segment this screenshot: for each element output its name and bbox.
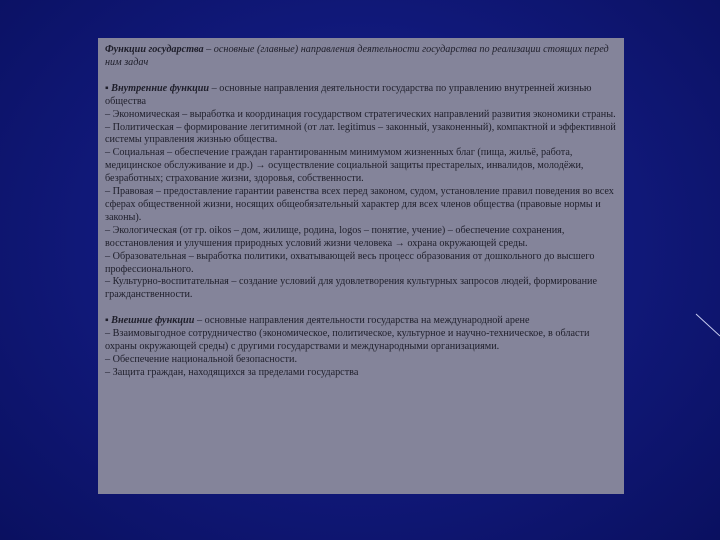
slide-text-panel	[98, 38, 624, 494]
slide-title	[105, 44, 617, 70]
internal-functions-label: Внутренние функции	[111, 82, 210, 94]
external-functions-label: Внешние функции	[111, 315, 195, 327]
internal-function-social: – Социальная – обеспечение граждан гарантированным минимумом жизненных благ (пища, жильё, работа, медицинское обслуживание и др.) → осуществление социальной защиты престарелых, инвалидов, молодёжи, безработных; страхование жизни, здоровья, собственности.	[105, 147, 584, 185]
external-functions-intro: – основные направления деятельности государства на международной арене	[194, 315, 530, 327]
internal-function-cultural: – Культурно-воспитательная – создание условий для удовлетворения культурных запросов людей, формирование гражданственности.	[105, 276, 598, 301]
title-definition: – основные (главные) направления деятельности государства по реализации стоящих перед ним задач	[105, 44, 609, 68]
external-function-cooperation: – Взаимовыгодное сотрудничество (экономическое, политическое, культурное и научно-техническое, в области охраны окружающей среды) с другими государствами и международными организациями.	[105, 328, 590, 353]
internal-function-legal: – Правовая – предоставление гарантии равенства всех перед законом, судом, установление правил поведения во всех сферах общественной жизни, носящих общеобязательный характер для всех членов общества (правовые нормы и законы).	[105, 186, 614, 223]
internal-function-economic: – Экономическая – выработка и координация государством стратегических направлений развития экономики страны.	[105, 108, 616, 120]
internal-functions-heading	[105, 83, 617, 109]
title-term: Функции государства	[105, 44, 204, 55]
internal-function-ecological: – Экологическая (от гр. oikos – дом, жилище, родина, logos – понятие, учение) – обеспечение сохранения, восстановления и улучшения природных условий жизни человека → охрана окружающей среды.	[105, 224, 565, 249]
internal-functions-intro: – основные направления деятельности государства по управлению внутренней жизнью общества	[105, 82, 592, 107]
internal-function-educational: – Образовательная – выработка политики, охватывающей весь процесс образования от дошкольного до высшего профессионального.	[105, 250, 595, 275]
bullet-icon: ▪	[105, 315, 112, 327]
internal-function-political: – Политическая – формирование легитимной (от лат. legitimus – законный, узаконенный), компактной и эффективной системы управления жизнью общества.	[105, 121, 616, 146]
bullet-icon: ▪	[105, 82, 112, 94]
external-functions-heading	[105, 315, 617, 328]
decorative-line-icon	[690, 300, 720, 340]
external-function-security: – Обеспечение национальной безопасности.	[105, 353, 298, 365]
external-function-citizen-protection: – Защита граждан, находящихся за пределами государства	[105, 366, 359, 378]
